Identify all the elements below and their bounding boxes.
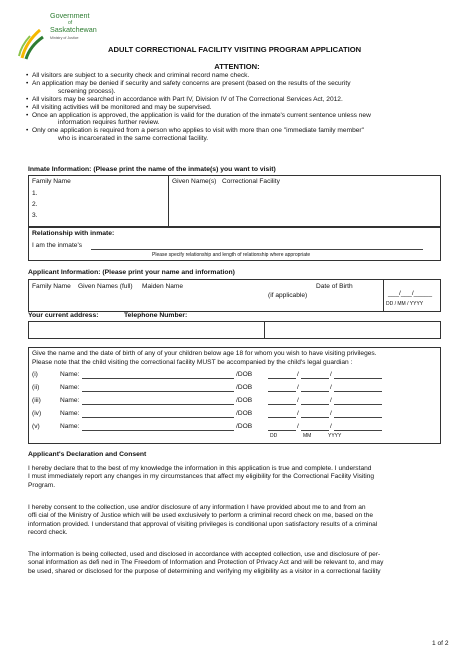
inmate-2-given-field[interactable] — [172, 198, 437, 208]
child-dob-dd[interactable] — [268, 417, 296, 418]
table-divider — [264, 321, 265, 339]
child-name-label: Name: — [60, 384, 80, 391]
child-dob-label: /DOB — [236, 397, 253, 404]
applicant-section-heading: Applicant Information: (Please print your name and information) — [28, 269, 235, 276]
declaration-line: Program. — [28, 481, 56, 489]
logo-line-3: Saskatchewan — [50, 25, 97, 35]
declaration-paragraph-2 — [28, 504, 440, 538]
date-slash: / — [330, 397, 332, 404]
child-row-label: (i) — [32, 371, 38, 378]
date-slash: / — [330, 371, 332, 378]
date-col-dd: DD — [270, 433, 278, 439]
page-number: 1 of 2 — [432, 640, 449, 647]
applicant-col-family: Family Name — [32, 283, 71, 290]
child-name-label: Name: — [60, 423, 80, 430]
declaration-line: I must immediately report any changes in my circumstances that affect my eligibility for the Correctional Facility Visiting — [28, 473, 375, 481]
relationship-input-line[interactable] — [91, 249, 423, 250]
declaration-line: I hereby declare that to the best of my knowledge the information in this application is true and complete. I understand — [28, 465, 372, 472]
child-dob-mm[interactable] — [301, 391, 329, 392]
child-dob-dd[interactable] — [268, 430, 296, 431]
children-intro-1: Give the name and the date of birth of any of your children below age 18 for whom you wish to have visiting privileges. — [32, 350, 377, 357]
child-name-label: Name: — [60, 410, 80, 417]
inmate-1-family-field[interactable] — [42, 187, 162, 197]
child-dob-mm[interactable] — [301, 430, 329, 431]
declaration-line: record check. — [28, 529, 68, 537]
child-dob-mm[interactable] — [301, 417, 329, 418]
child-name-field[interactable] — [82, 391, 234, 392]
applicant-col-given: Given Names (full) — [78, 283, 133, 290]
attention-item: • Once an application is approved, the application is valid for the duration of the inmate's current sentence unless new information requires further review. — [26, 112, 446, 128]
child-name-field[interactable] — [82, 378, 234, 379]
child-row-label: (iv) — [32, 410, 42, 417]
declaration-line: I hereby consent to the collection, use and/or disclosure of any information I have provided about me to and from an — [28, 504, 366, 511]
date-slash: / — [330, 410, 332, 417]
date-slash: / — [297, 423, 299, 430]
child-name-field[interactable] — [82, 404, 234, 405]
logo-ministry: Ministry of Justice — [50, 36, 79, 41]
child-dob-mm[interactable] — [301, 404, 329, 405]
applicant-col-dob-sub: (if applicable) — [268, 292, 308, 299]
child-dob-dd[interactable] — [268, 391, 296, 392]
form-title: ADULT CORRECTIONAL FACILITY VISITING PROGRAM APPLICATION — [108, 45, 362, 54]
date-slash: / — [330, 423, 332, 430]
date-slash: / — [297, 384, 299, 391]
applicant-name-field[interactable] — [32, 295, 262, 307]
date-slash: / — [297, 371, 299, 378]
child-dob-label: /DOB — [236, 423, 253, 430]
date-slash: / — [297, 410, 299, 417]
attention-item: • All visiting activities will be monitored and may be supervised. — [26, 104, 446, 112]
address-field[interactable] — [30, 323, 262, 337]
inmate-2-family-field[interactable] — [42, 198, 162, 208]
applicant-col-dob: Date of Birth — [316, 283, 353, 290]
child-name-field[interactable] — [82, 430, 234, 431]
attention-list — [26, 72, 446, 143]
attention-heading: ATTENTION: — [214, 62, 260, 71]
child-dob-yyyy[interactable] — [334, 391, 382, 392]
child-name-label: Name: — [60, 371, 80, 378]
inmate-row-label: 2. — [32, 201, 38, 208]
phone-label: Telephone Number: — [124, 312, 188, 319]
child-row-label: (ii) — [32, 384, 40, 391]
declaration-line: offi cial of the Ministry of Justice which will be used exclusively to perform a criminal record check on me, based on the — [28, 512, 374, 520]
child-dob-mm[interactable] — [301, 378, 329, 379]
child-dob-label: /DOB — [236, 410, 253, 417]
attention-item: • An application may be denied if security and safety concerns are present (based on the results of the security screening process). — [26, 80, 446, 96]
child-dob-yyyy[interactable] — [334, 404, 382, 405]
date-slash: / — [297, 397, 299, 404]
attention-item: • All visitors are subject to a security check and criminal record name check. — [26, 72, 446, 80]
declaration-paragraph-1 — [28, 465, 440, 490]
child-row-label: (v) — [32, 423, 40, 430]
inmate-col-given: Given Name(s) — [172, 178, 217, 185]
date-col-yyyy: YYYY — [328, 433, 342, 439]
address-label: Your current address: — [28, 312, 99, 319]
children-intro-2: Please note that the child visiting the correctional facility MUST be accompanied by the child's legal guardian : — [32, 359, 353, 366]
inmate-col-family: Family Name — [32, 178, 71, 185]
relationship-prefix: I am the inmate's — [32, 242, 83, 249]
inmate-3-given-field[interactable] — [172, 209, 437, 219]
attention-item: • Only one application is required from a person who applies to visit with more than one "immediate family member" who is incarcerated in the same correctional facility. — [26, 127, 446, 143]
inmate-3-family-field[interactable] — [42, 209, 162, 219]
declaration-paragraph-3 — [28, 551, 440, 576]
declaration-line: The information is being collected, used and disclosed in accordance with accepted collection, use and disclosure of per- — [28, 551, 381, 558]
inmate-col-facility: Correctional Facility — [222, 178, 280, 185]
child-dob-yyyy[interactable] — [334, 430, 382, 431]
child-dob-yyyy[interactable] — [334, 378, 382, 379]
date-slash: / — [330, 384, 332, 391]
inmate-row-label: 1. — [32, 190, 38, 197]
wheat-logo-icon — [16, 26, 46, 60]
logo-line-2: of — [68, 20, 73, 27]
table-divider — [383, 279, 384, 312]
declaration-line: be used, shared or disclosed for the purpose of determining and verifying my eligibility as a visitor in a correctional facility — [28, 567, 381, 575]
attention-item: • All visitors may be searched in accordance with Part IV, Division IV of The Correctional Services Act, 2012. — [26, 96, 446, 104]
child-dob-yyyy[interactable] — [334, 417, 382, 418]
child-dob-label: /DOB — [236, 384, 253, 391]
declaration-line: sonal information as defi ned in The Freedom of Information and Protection of Privacy Act and will be relevant to, and may — [28, 559, 384, 567]
child-dob-dd[interactable] — [268, 378, 296, 379]
relationship-heading: Relationship with inmate: — [32, 230, 115, 237]
inmate-row-label: 3. — [32, 212, 38, 219]
child-name-field[interactable] — [82, 417, 234, 418]
child-row-label: (iii) — [32, 397, 41, 404]
child-name-label: Name: — [60, 397, 80, 404]
child-dob-label: /DOB — [236, 371, 253, 378]
relationship-note: Please specify relationship and length of relationship where appropriate — [152, 252, 311, 258]
inmate-section-heading: Inmate Information: (Please print the name of the inmate(s) you want to visit) — [28, 166, 276, 173]
phone-field[interactable] — [266, 323, 439, 337]
logo-line-1: Government — [50, 11, 90, 20]
applicant-dob-field[interactable]: ___/___/_____ — [388, 290, 433, 297]
date-col-mm: MM — [303, 433, 312, 439]
child-dob-dd[interactable] — [268, 404, 296, 405]
inmate-1-given-field[interactable] — [172, 187, 437, 197]
declaration-line: information provided. I understand that approval of visiting privileges is conditional upon satisfactory results of a criminal — [28, 520, 378, 528]
government-logo-text — [50, 12, 97, 43]
applicant-col-maiden: Maiden Name — [142, 283, 184, 290]
declaration-heading: Applicant's Declaration and Consent — [28, 451, 147, 458]
table-divider — [168, 175, 169, 227]
applicant-dob-format: DD / MM / YYYY — [386, 301, 424, 307]
